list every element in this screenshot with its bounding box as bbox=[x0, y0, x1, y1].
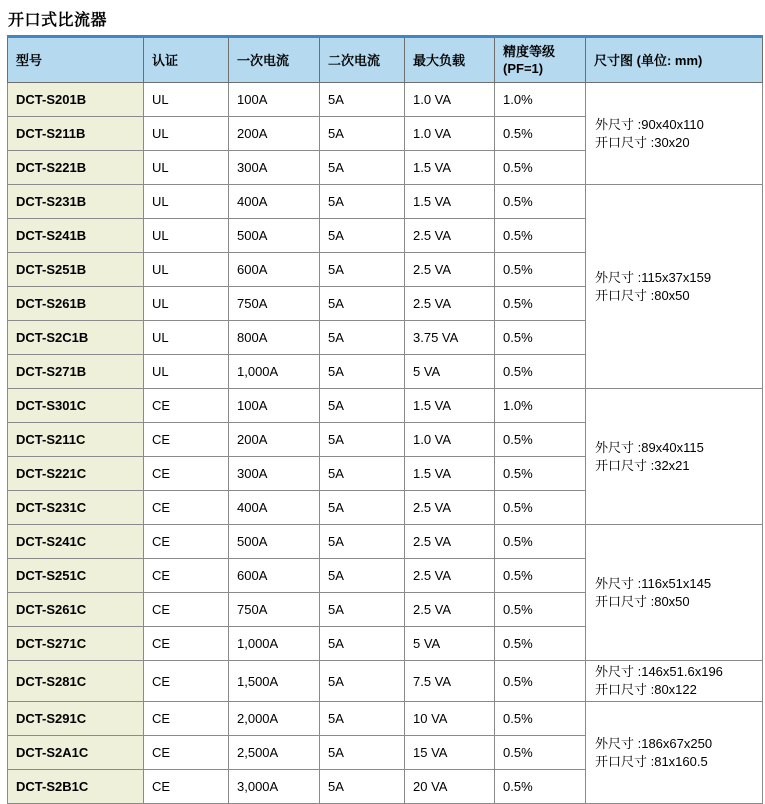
secondary-current-cell: 5A bbox=[320, 389, 405, 423]
model-cell: DCT-S271B bbox=[8, 355, 144, 389]
accuracy-cell: 0.5% bbox=[495, 321, 586, 355]
accuracy-header-line1: 精度等级 bbox=[503, 44, 556, 59]
cert-cell: CE bbox=[144, 702, 229, 736]
primary-current-cell: 200A bbox=[229, 117, 320, 151]
primary-current-cell: 200A bbox=[229, 423, 320, 457]
max-burden-cell: 2.5 VA bbox=[405, 253, 495, 287]
secondary-current-cell: 5A bbox=[320, 253, 405, 287]
col-header-primary-current: 一次电流 bbox=[229, 37, 320, 83]
accuracy-cell: 0.5% bbox=[495, 770, 586, 804]
accuracy-cell: 0.5% bbox=[495, 287, 586, 321]
opening-size-text: 开口尺寸 :80x122 bbox=[595, 682, 697, 697]
max-burden-cell: 15 VA bbox=[405, 736, 495, 770]
secondary-current-cell: 5A bbox=[320, 355, 405, 389]
secondary-current-cell: 5A bbox=[320, 219, 405, 253]
col-header-model: 型号 bbox=[8, 37, 144, 83]
cert-cell: CE bbox=[144, 770, 229, 804]
cert-cell: CE bbox=[144, 525, 229, 559]
primary-current-cell: 100A bbox=[229, 83, 320, 117]
opening-size-text: 开口尺寸 :80x50 bbox=[595, 287, 690, 303]
header-row bbox=[8, 37, 763, 83]
cert-cell: CE bbox=[144, 491, 229, 525]
accuracy-cell: 0.5% bbox=[495, 457, 586, 491]
max-burden-cell: 5 VA bbox=[405, 355, 495, 389]
secondary-current-cell: 5A bbox=[320, 491, 405, 525]
model-cell: DCT-S211B bbox=[8, 117, 144, 151]
max-burden-cell: 1.5 VA bbox=[405, 457, 495, 491]
secondary-current-cell: 5A bbox=[320, 457, 405, 491]
primary-current-cell: 300A bbox=[229, 457, 320, 491]
model-cell: DCT-S221B bbox=[8, 151, 144, 185]
table-row bbox=[8, 185, 763, 219]
model-cell: DCT-S2A1C bbox=[8, 736, 144, 770]
cert-cell: UL bbox=[144, 287, 229, 321]
max-burden-cell: 2.5 VA bbox=[405, 525, 495, 559]
model-cell: DCT-S291C bbox=[8, 702, 144, 736]
primary-current-cell: 100A bbox=[229, 389, 320, 423]
max-burden-cell: 7.5 VA bbox=[405, 661, 495, 702]
accuracy-cell: 0.5% bbox=[495, 151, 586, 185]
secondary-current-cell: 5A bbox=[320, 559, 405, 593]
table-row bbox=[8, 389, 763, 423]
cert-cell: CE bbox=[144, 627, 229, 661]
cert-cell: CE bbox=[144, 559, 229, 593]
primary-current-cell: 500A bbox=[229, 219, 320, 253]
cert-cell: UL bbox=[144, 253, 229, 287]
secondary-current-cell: 5A bbox=[320, 661, 405, 702]
model-cell: DCT-S261B bbox=[8, 287, 144, 321]
cert-cell: UL bbox=[144, 219, 229, 253]
max-burden-cell: 2.5 VA bbox=[405, 219, 495, 253]
max-burden-cell: 2.5 VA bbox=[405, 491, 495, 525]
accuracy-cell: 0.5% bbox=[495, 491, 586, 525]
cert-cell: UL bbox=[144, 321, 229, 355]
accuracy-cell: 0.5% bbox=[495, 253, 586, 287]
primary-current-cell: 3,000A bbox=[229, 770, 320, 804]
cert-cell: CE bbox=[144, 457, 229, 491]
model-cell: DCT-S251C bbox=[8, 559, 144, 593]
model-cell: DCT-S241C bbox=[8, 525, 144, 559]
opening-size-text: 开口尺寸 :80x50 bbox=[595, 593, 690, 609]
cert-cell: CE bbox=[144, 423, 229, 457]
opening-size-text: 开口尺寸 :81x160.5 bbox=[595, 753, 708, 769]
col-header-max-burden: 最大负载 bbox=[405, 37, 495, 83]
model-cell: DCT-S2C1B bbox=[8, 321, 144, 355]
cert-cell: UL bbox=[144, 185, 229, 219]
accuracy-cell: 0.5% bbox=[495, 593, 586, 627]
model-cell: DCT-S241B bbox=[8, 219, 144, 253]
col-header-cert: 认证 bbox=[144, 37, 229, 83]
dimension-cell bbox=[586, 702, 763, 804]
primary-current-cell: 750A bbox=[229, 287, 320, 321]
outer-size-text: 外尺寸 :116x51x145 bbox=[595, 575, 712, 591]
secondary-current-cell: 5A bbox=[320, 525, 405, 559]
max-burden-cell: 5 VA bbox=[405, 627, 495, 661]
primary-current-cell: 1,500A bbox=[229, 661, 320, 702]
table-row bbox=[8, 661, 763, 702]
max-burden-cell: 2.5 VA bbox=[405, 287, 495, 321]
cert-cell: UL bbox=[144, 151, 229, 185]
max-burden-cell: 2.5 VA bbox=[405, 593, 495, 627]
accuracy-cell: 0.5% bbox=[495, 736, 586, 770]
model-cell: DCT-S231B bbox=[8, 185, 144, 219]
primary-current-cell: 600A bbox=[229, 253, 320, 287]
cert-cell: CE bbox=[144, 736, 229, 770]
max-burden-cell: 1.5 VA bbox=[405, 185, 495, 219]
model-cell: DCT-S201B bbox=[8, 83, 144, 117]
accuracy-cell: 0.5% bbox=[495, 525, 586, 559]
secondary-current-cell: 5A bbox=[320, 736, 405, 770]
max-burden-cell: 1.5 VA bbox=[405, 151, 495, 185]
model-cell: DCT-S271C bbox=[8, 627, 144, 661]
primary-current-cell: 2,000A bbox=[229, 702, 320, 736]
accuracy-cell: 0.5% bbox=[495, 661, 586, 702]
max-burden-cell: 3.75 VA bbox=[405, 321, 495, 355]
primary-current-cell: 1,000A bbox=[229, 355, 320, 389]
secondary-current-cell: 5A bbox=[320, 627, 405, 661]
secondary-current-cell: 5A bbox=[320, 321, 405, 355]
accuracy-cell: 0.5% bbox=[495, 559, 586, 593]
primary-current-cell: 400A bbox=[229, 491, 320, 525]
max-burden-cell: 1.5 VA bbox=[405, 389, 495, 423]
secondary-current-cell: 5A bbox=[320, 593, 405, 627]
max-burden-cell: 1.0 VA bbox=[405, 117, 495, 151]
outer-size-text: 外尺寸 :89x40x115 bbox=[595, 439, 704, 455]
secondary-current-cell: 5A bbox=[320, 117, 405, 151]
table-row bbox=[8, 525, 763, 559]
secondary-current-cell: 5A bbox=[320, 151, 405, 185]
accuracy-cell: 0.5% bbox=[495, 185, 586, 219]
model-cell: DCT-S211C bbox=[8, 423, 144, 457]
cert-cell: CE bbox=[144, 593, 229, 627]
accuracy-cell: 0.5% bbox=[495, 423, 586, 457]
cert-cell: UL bbox=[144, 117, 229, 151]
col-header-accuracy bbox=[495, 37, 586, 83]
opening-size-text: 开口尺寸 :32x21 bbox=[595, 457, 690, 473]
outer-size-text: 外尺寸 :115x37x159 bbox=[595, 269, 712, 285]
accuracy-cell: 0.5% bbox=[495, 355, 586, 389]
accuracy-header-line2: (PF=1) bbox=[503, 61, 544, 76]
secondary-current-cell: 5A bbox=[320, 770, 405, 804]
accuracy-cell: 1.0% bbox=[495, 83, 586, 117]
primary-current-cell: 750A bbox=[229, 593, 320, 627]
outer-size-text: 外尺寸 :146x51.6x196 bbox=[595, 664, 723, 679]
accuracy-cell: 1.0% bbox=[495, 389, 586, 423]
table-row bbox=[8, 83, 763, 117]
page-title: 开口式比流器 bbox=[8, 12, 108, 29]
dimension-cell bbox=[586, 185, 763, 389]
col-header-dimensions: 尺寸图 (单位: mm) bbox=[586, 37, 763, 83]
dimension-cell bbox=[586, 525, 763, 661]
secondary-current-cell: 5A bbox=[320, 83, 405, 117]
opening-size-text: 开口尺寸 :30x20 bbox=[595, 134, 690, 150]
primary-current-cell: 300A bbox=[229, 151, 320, 185]
max-burden-cell: 2.5 VA bbox=[405, 559, 495, 593]
primary-current-cell: 600A bbox=[229, 559, 320, 593]
outer-size-text: 外尺寸 :90x40x110 bbox=[595, 116, 704, 132]
model-cell: DCT-S221C bbox=[8, 457, 144, 491]
dimension-cell bbox=[586, 661, 763, 702]
max-burden-cell: 1.0 VA bbox=[405, 83, 495, 117]
primary-current-cell: 800A bbox=[229, 321, 320, 355]
secondary-current-cell: 5A bbox=[320, 702, 405, 736]
accuracy-cell: 0.5% bbox=[495, 627, 586, 661]
cert-cell: CE bbox=[144, 389, 229, 423]
accuracy-cell: 0.5% bbox=[495, 219, 586, 253]
primary-current-cell: 500A bbox=[229, 525, 320, 559]
model-cell: DCT-S281C bbox=[8, 661, 144, 702]
accuracy-cell: 0.5% bbox=[495, 117, 586, 151]
accuracy-cell: 0.5% bbox=[495, 702, 586, 736]
dimension-cell bbox=[586, 389, 763, 525]
model-cell: DCT-S261C bbox=[8, 593, 144, 627]
secondary-current-cell: 5A bbox=[320, 287, 405, 321]
cert-cell: UL bbox=[144, 83, 229, 117]
secondary-current-cell: 5A bbox=[320, 423, 405, 457]
col-header-secondary-current: 二次电流 bbox=[320, 37, 405, 83]
max-burden-cell: 1.0 VA bbox=[405, 423, 495, 457]
cert-cell: UL bbox=[144, 355, 229, 389]
model-cell: DCT-S231C bbox=[8, 491, 144, 525]
max-burden-cell: 20 VA bbox=[405, 770, 495, 804]
model-cell: DCT-S301C bbox=[8, 389, 144, 423]
primary-current-cell: 2,500A bbox=[229, 736, 320, 770]
table-row bbox=[8, 702, 763, 736]
primary-current-cell: 1,000A bbox=[229, 627, 320, 661]
cert-cell: CE bbox=[144, 661, 229, 702]
outer-size-text: 外尺寸 :186x67x250 bbox=[595, 735, 713, 751]
secondary-current-cell: 5A bbox=[320, 185, 405, 219]
model-cell: DCT-S2B1C bbox=[8, 770, 144, 804]
max-burden-cell: 10 VA bbox=[405, 702, 495, 736]
dimension-cell bbox=[586, 83, 763, 185]
primary-current-cell: 400A bbox=[229, 185, 320, 219]
model-cell: DCT-S251B bbox=[8, 253, 144, 287]
spec-table bbox=[7, 35, 763, 804]
